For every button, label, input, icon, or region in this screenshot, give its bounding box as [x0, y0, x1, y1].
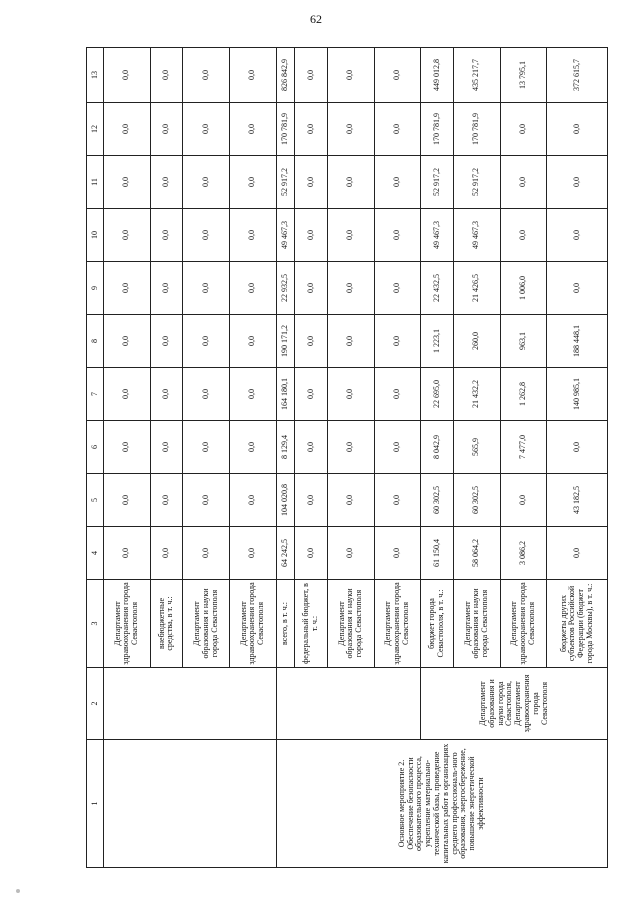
- value-cell: 1 223,1: [421, 315, 454, 368]
- value-cell: 0,0: [150, 474, 183, 527]
- value-cell: 0,0: [547, 156, 608, 209]
- value-cell: 0,0: [295, 103, 328, 156]
- value-cell: 0,0: [295, 209, 328, 262]
- value-cell: 22 432,5: [421, 262, 454, 315]
- value-cell: 0,0: [104, 262, 151, 315]
- value-cell: 0,0: [150, 421, 183, 474]
- value-cell: 21 426,5: [453, 262, 500, 315]
- value-cell: 0,0: [150, 48, 183, 103]
- value-cell: 0,0: [150, 156, 183, 209]
- value-cell: 0,0: [374, 474, 421, 527]
- source-cell: внебюджетные средства, в т. ч.:: [150, 580, 183, 668]
- value-cell: 260,0: [453, 315, 500, 368]
- value-cell: 0,0: [229, 527, 276, 580]
- value-cell: 372 615,7: [547, 48, 608, 103]
- source-cell: Департамент здравоохранения города Севастополя: [374, 580, 421, 668]
- value-cell: 0,0: [183, 209, 230, 262]
- value-cell: 0,0: [183, 368, 230, 421]
- value-cell: 0,0: [295, 527, 328, 580]
- value-cell: 0,0: [183, 156, 230, 209]
- value-cell: 170 781,9: [453, 103, 500, 156]
- value-cell: 0,0: [500, 103, 547, 156]
- value-cell: 0,0: [295, 262, 328, 315]
- value-cell: 60 302,5: [421, 474, 454, 527]
- source-cell: Департамент здравоохранения города Севастополя: [500, 580, 547, 668]
- value-cell: 0,0: [374, 156, 421, 209]
- value-cell: 52 917,2: [276, 156, 295, 209]
- header-col-6: 6: [87, 421, 104, 474]
- table-row: [276, 48, 295, 868]
- value-cell: 0,0: [183, 474, 230, 527]
- source-cell: бюджеты других субъектов Российской Федерации (бюджет города Москвы), в т. ч.:: [547, 580, 608, 668]
- value-cell: 60 302,5: [453, 474, 500, 527]
- source-cell: Департамент здравоохранения города Севастополя: [229, 580, 276, 668]
- value-cell: 0,0: [150, 315, 183, 368]
- value-cell: 0,0: [547, 209, 608, 262]
- value-cell: 0,0: [183, 527, 230, 580]
- value-cell: 0,0: [328, 48, 375, 103]
- value-cell: 0,0: [150, 209, 183, 262]
- value-cell: 49 467,3: [453, 209, 500, 262]
- value-cell: 826 842,9: [276, 48, 295, 103]
- activity-executors: Департамент образования и науки города Севастополя, Департамент здравоохранения города Севастополя: [421, 668, 608, 740]
- value-cell: 170 781,9: [421, 103, 454, 156]
- value-cell: 0,0: [229, 209, 276, 262]
- value-cell: 8 042,9: [421, 421, 454, 474]
- value-cell: 963,1: [500, 315, 547, 368]
- value-cell: 0,0: [104, 315, 151, 368]
- header-col-3: 3: [87, 580, 104, 668]
- value-cell: 0,0: [150, 368, 183, 421]
- value-cell: 140 985,1: [547, 368, 608, 421]
- header-col-8: 8: [87, 315, 104, 368]
- value-cell: 0,0: [295, 315, 328, 368]
- scan-mark: [14, 887, 22, 895]
- value-cell: 0,0: [295, 368, 328, 421]
- value-cell: 0,0: [547, 262, 608, 315]
- value-cell: 104 020,8: [276, 474, 295, 527]
- value-cell: 0,0: [547, 103, 608, 156]
- value-cell: 0,0: [229, 474, 276, 527]
- value-cell: 0,0: [295, 156, 328, 209]
- value-cell: 0,0: [229, 368, 276, 421]
- source-cell: Департамент образования и науки города Севастополя: [328, 580, 375, 668]
- value-cell: 0,0: [295, 474, 328, 527]
- value-cell: 43 182,5: [547, 474, 608, 527]
- header-row: [87, 48, 104, 868]
- value-cell: 0,0: [183, 48, 230, 103]
- source-cell: всего, в т. ч.:: [276, 580, 295, 668]
- value-cell: 0,0: [183, 315, 230, 368]
- value-cell: 1 262,8: [500, 368, 547, 421]
- value-cell: 0,0: [229, 262, 276, 315]
- value-cell: 0,0: [183, 103, 230, 156]
- header-col-13: 13: [87, 48, 104, 103]
- rotated-table-container: [86, 48, 608, 868]
- value-cell: 0,0: [328, 368, 375, 421]
- value-cell: 0,0: [104, 368, 151, 421]
- table-row: [104, 48, 151, 868]
- value-cell: 0,0: [295, 421, 328, 474]
- value-cell: 0,0: [547, 527, 608, 580]
- executor-cell-blank: [276, 668, 421, 740]
- header-col-2: 2: [87, 668, 104, 740]
- budget-table: [86, 47, 608, 868]
- value-cell: 52 917,2: [453, 156, 500, 209]
- value-cell: 49 467,3: [421, 209, 454, 262]
- value-cell: 0,0: [374, 209, 421, 262]
- header-col-1: 1: [87, 740, 104, 868]
- value-cell: 0,0: [374, 48, 421, 103]
- value-cell: 0,0: [150, 527, 183, 580]
- value-cell: 0,0: [150, 103, 183, 156]
- value-cell: 49 467,3: [276, 209, 295, 262]
- value-cell: 7 477,0: [500, 421, 547, 474]
- value-cell: 0,0: [229, 421, 276, 474]
- value-cell: 0,0: [229, 156, 276, 209]
- source-cell: Департамент образования и науки города Севастополя: [453, 580, 500, 668]
- value-cell: 164 180,1: [276, 368, 295, 421]
- header-col-9: 9: [87, 262, 104, 315]
- value-cell: 0,0: [104, 421, 151, 474]
- source-cell: Департамент образования и науки города Севастополя: [183, 580, 230, 668]
- value-cell: 22 695,0: [421, 368, 454, 421]
- value-cell: 0,0: [328, 156, 375, 209]
- activity-cell-continued: [104, 740, 277, 868]
- activity-name: Основное мероприятие 2. Обеспечение безопасности образовательного процесса, укрепление материально-технической базы, проведение капитальных работ в организациях среднего профессиональ-ного образования, энергосбережение, повышение энергетической эффективности: [276, 740, 607, 868]
- value-cell: 0,0: [229, 315, 276, 368]
- value-cell: 188 448,1: [547, 315, 608, 368]
- value-cell: 0,0: [328, 262, 375, 315]
- value-cell: 0,0: [500, 209, 547, 262]
- value-cell: 22 932,5: [276, 262, 295, 315]
- value-cell: 0,0: [183, 262, 230, 315]
- header-col-7: 7: [87, 368, 104, 421]
- page-number: 62: [310, 12, 322, 26]
- value-cell: 3 086,2: [500, 527, 547, 580]
- value-cell: 0,0: [229, 103, 276, 156]
- executor-cell-continued: [104, 668, 277, 740]
- value-cell: 0,0: [229, 48, 276, 103]
- header-col-11: 11: [87, 156, 104, 209]
- source-cell: Департамент здравоохранения города Севастополя: [104, 580, 151, 668]
- value-cell: 0,0: [328, 209, 375, 262]
- value-cell: 0,0: [547, 421, 608, 474]
- value-cell: 0,0: [328, 474, 375, 527]
- value-cell: 0,0: [374, 262, 421, 315]
- value-cell: 64 242,5: [276, 527, 295, 580]
- header-col-10: 10: [87, 209, 104, 262]
- header-col-5: 5: [87, 474, 104, 527]
- value-cell: 0,0: [374, 103, 421, 156]
- value-cell: 0,0: [328, 527, 375, 580]
- source-cell: федеральный бюджет, в т. ч.:: [295, 580, 328, 668]
- value-cell: 0,0: [374, 421, 421, 474]
- value-cell: 0,0: [104, 474, 151, 527]
- value-cell: 170 781,9: [276, 103, 295, 156]
- value-cell: 21 432,2: [453, 368, 500, 421]
- value-cell: 0,0: [328, 103, 375, 156]
- value-cell: 13 795,1: [500, 48, 547, 103]
- value-cell: 0,0: [104, 209, 151, 262]
- value-cell: 449 012,8: [421, 48, 454, 103]
- value-cell: 0,0: [295, 48, 328, 103]
- value-cell: 52 917,2: [421, 156, 454, 209]
- value-cell: 0,0: [500, 156, 547, 209]
- table-body: [104, 48, 608, 868]
- header-col-4: 4: [87, 527, 104, 580]
- value-cell: 0,0: [374, 368, 421, 421]
- value-cell: 0,0: [500, 474, 547, 527]
- value-cell: 0,0: [374, 315, 421, 368]
- source-cell: бюджет города Севастополя, в т. ч.:: [421, 580, 454, 668]
- value-cell: 565,9: [453, 421, 500, 474]
- value-cell: 0,0: [104, 156, 151, 209]
- value-cell: 435 217,7: [453, 48, 500, 103]
- value-cell: 0,0: [374, 527, 421, 580]
- value-cell: 0,0: [183, 421, 230, 474]
- value-cell: 0,0: [104, 103, 151, 156]
- value-cell: 61 150,4: [421, 527, 454, 580]
- table-wrapper: [86, 48, 608, 868]
- value-cell: 190 171,2: [276, 315, 295, 368]
- value-cell: 0,0: [104, 527, 151, 580]
- value-cell: 0,0: [150, 262, 183, 315]
- value-cell: 0,0: [104, 48, 151, 103]
- value-cell: 8 129,4: [276, 421, 295, 474]
- header-col-12: 12: [87, 103, 104, 156]
- value-cell: 0,0: [328, 421, 375, 474]
- value-cell: 58 064,2: [453, 527, 500, 580]
- value-cell: 0,0: [328, 315, 375, 368]
- value-cell: 1 006,0: [500, 262, 547, 315]
